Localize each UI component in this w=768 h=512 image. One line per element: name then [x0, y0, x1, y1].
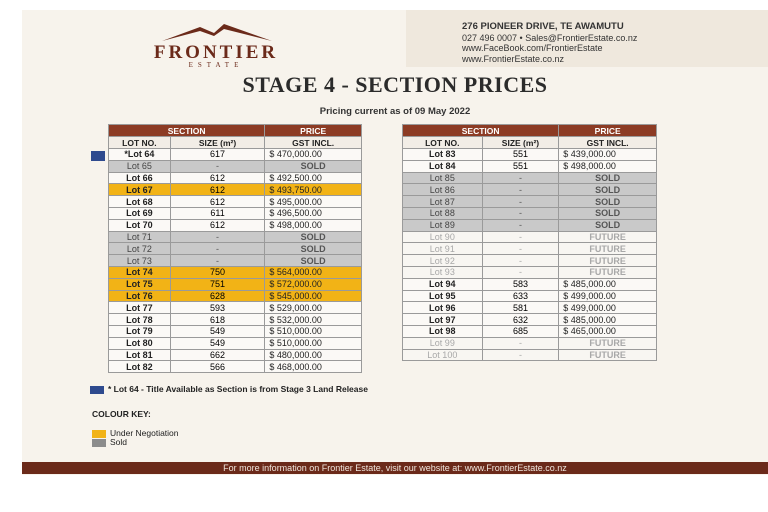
- lot-price: SOLD: [559, 196, 657, 208]
- table-row: [109, 266, 362, 278]
- table-row: [403, 231, 657, 243]
- lot-size: -: [482, 196, 559, 208]
- size-header: SIZE (m²): [482, 137, 559, 149]
- mountain-icon: [162, 24, 272, 42]
- lot-number: Lot 88: [403, 207, 483, 219]
- lot-price: FUTURE: [559, 231, 657, 243]
- lot-number: Lot 67: [109, 184, 171, 196]
- lot-number: Lot 95: [403, 290, 483, 302]
- lot-size: 618: [170, 314, 265, 326]
- key-label: Under Negotiation: [110, 428, 179, 438]
- price-table-left: [108, 124, 362, 373]
- table-row: [403, 207, 657, 219]
- lot-number: Lot 78: [109, 314, 171, 326]
- table-row: [109, 361, 362, 373]
- lot-size: 628: [170, 290, 265, 302]
- table-row: [403, 290, 657, 302]
- lot-number: Lot 77: [109, 302, 171, 314]
- lot-size: -: [482, 207, 559, 219]
- table-row: [403, 302, 657, 314]
- lot-number: Lot 79: [109, 325, 171, 337]
- lot-price: SOLD: [265, 243, 362, 255]
- lot-size: 566: [170, 361, 265, 373]
- lot-size: -: [482, 219, 559, 231]
- lot-price: $ 485,000.00: [559, 314, 657, 326]
- lot-number: Lot 76: [109, 290, 171, 302]
- gst-header: GST INCL.: [559, 137, 657, 149]
- table-row: [403, 349, 657, 361]
- table-row: [109, 255, 362, 267]
- table-row: [109, 243, 362, 255]
- section-group-header: SECTION: [403, 125, 559, 137]
- lot-size: 685: [482, 325, 559, 337]
- lot-number: Lot 86: [403, 184, 483, 196]
- lot-size: 612: [170, 219, 265, 231]
- lot-size: -: [170, 243, 265, 255]
- lot-size: -: [170, 160, 265, 172]
- lot-size: 750: [170, 266, 265, 278]
- lot-size: 632: [482, 314, 559, 326]
- table-row: [109, 219, 362, 231]
- lot-size: 612: [170, 196, 265, 208]
- lot-number: Lot 72: [109, 243, 171, 255]
- lot-size: 549: [170, 337, 265, 349]
- lot-price: $ 498,000.00: [265, 219, 362, 231]
- lot-size: -: [170, 231, 265, 243]
- table-row: [403, 219, 657, 231]
- lot-price: FUTURE: [559, 349, 657, 361]
- lot-price: $ 485,000.00: [559, 278, 657, 290]
- lot-number: Lot 69: [109, 207, 171, 219]
- footnote: [90, 384, 368, 394]
- table-row: [109, 302, 362, 314]
- lot-price: $ 529,000.00: [265, 302, 362, 314]
- lot-number: Lot 93: [403, 266, 483, 278]
- section-group-header: SECTION: [109, 125, 265, 137]
- lot-number: Lot 84: [403, 160, 483, 172]
- lot-size: -: [482, 349, 559, 361]
- lot-size: -: [170, 255, 265, 267]
- price-table-right: [402, 124, 657, 361]
- lot-number: Lot 74: [109, 266, 171, 278]
- lot-number: Lot 87: [403, 196, 483, 208]
- lot-size: 612: [170, 172, 265, 184]
- key-label: Sold: [110, 437, 128, 447]
- lot-number: Lot 100: [403, 349, 483, 361]
- lot-size: 551: [482, 149, 559, 161]
- lot-size: 581: [482, 302, 559, 314]
- lot-price: FUTURE: [559, 337, 657, 349]
- lot-size: 662: [170, 349, 265, 361]
- lot-price: $ 499,000.00: [559, 290, 657, 302]
- lot-size: -: [482, 266, 559, 278]
- lot-size: 611: [170, 207, 265, 219]
- price-group-header: PRICE: [265, 125, 362, 137]
- table-row: [403, 243, 657, 255]
- table-row: [403, 160, 657, 172]
- lot-number: Lot 83: [403, 149, 483, 161]
- table-row: [109, 278, 362, 290]
- lot-price: $ 572,000.00: [265, 278, 362, 290]
- lot-size: 617: [170, 149, 265, 161]
- page-title: STAGE 4 - SECTION PRICES: [242, 72, 548, 97]
- lot-size: -: [482, 231, 559, 243]
- footnote-marker: [90, 386, 104, 394]
- lot-size: -: [482, 243, 559, 255]
- lot-number: Lot 92: [403, 255, 483, 267]
- table-row: [403, 325, 657, 337]
- lot-number: Lot 90: [403, 231, 483, 243]
- table-row: [109, 231, 362, 243]
- lot-size: 593: [170, 302, 265, 314]
- lot-price: SOLD: [265, 231, 362, 243]
- table-row: [403, 337, 657, 349]
- lot-size: -: [482, 172, 559, 184]
- lot-size: 583: [482, 278, 559, 290]
- lot-price: FUTURE: [559, 255, 657, 267]
- lot-number: Lot 80: [109, 337, 171, 349]
- table-row: [109, 149, 362, 161]
- table-row: [403, 266, 657, 278]
- facebook-link[interactable]: www.FaceBook.com/FrontierEstate: [462, 43, 603, 53]
- size-header: SIZE (m²): [170, 137, 265, 149]
- lot-number: Lot 82: [109, 361, 171, 373]
- lot-size: 751: [170, 278, 265, 290]
- colour-key-title: COLOUR KEY:: [92, 409, 151, 419]
- lot-price: $ 492,500.00: [265, 172, 362, 184]
- lot-number: Lot 96: [403, 302, 483, 314]
- pricing-date: Pricing current as of 09 May 2022: [319, 106, 471, 117]
- website-link[interactable]: www.FrontierEstate.co.nz: [462, 53, 565, 64]
- table-row: [403, 196, 657, 208]
- lot-price: $ 439,000.00: [559, 149, 657, 161]
- lot-size: 549: [170, 325, 265, 337]
- lot-size: -: [482, 184, 559, 196]
- frontier-estate-logo: [102, 24, 330, 68]
- lot-price: $ 499,000.00: [559, 302, 657, 314]
- logo-subtitle: ESTATE: [188, 61, 244, 69]
- lot-size: 551: [482, 160, 559, 172]
- table-row: [403, 255, 657, 267]
- lot-number: Lot 91: [403, 243, 483, 255]
- table-row: [109, 337, 362, 349]
- lot-size: -: [482, 337, 559, 349]
- lot-price: FUTURE: [559, 266, 657, 278]
- table-row: [109, 207, 362, 219]
- lot-price: SOLD: [559, 219, 657, 231]
- lot-size: 633: [482, 290, 559, 302]
- logo-brand: FRONTIER: [153, 42, 279, 63]
- lot-price: $ 510,000.00: [265, 337, 362, 349]
- table-row: [403, 172, 657, 184]
- lot-price: $ 468,000.00: [265, 361, 362, 373]
- stage3-marker: [91, 151, 105, 161]
- lot-number: *Lot 64: [109, 149, 171, 161]
- lot-no-header: LOT NO.: [403, 137, 483, 149]
- table-row: [109, 349, 362, 361]
- table-row: [403, 314, 657, 326]
- table-row: [109, 196, 362, 208]
- lot-price: $ 532,000.00: [265, 314, 362, 326]
- lot-number: Lot 68: [109, 196, 171, 208]
- lot-price: $ 470,000.00: [265, 149, 362, 161]
- lot-price: $ 465,000.00: [559, 325, 657, 337]
- lot-number: Lot 94: [403, 278, 483, 290]
- table-row: [403, 149, 657, 161]
- lot-price: $ 480,000.00: [265, 349, 362, 361]
- lot-no-header: LOT NO.: [109, 137, 171, 149]
- lot-number: Lot 98: [403, 325, 483, 337]
- key-sold: [92, 437, 127, 447]
- lot-price: SOLD: [265, 160, 362, 172]
- table-row: [403, 278, 657, 290]
- lot-number: Lot 66: [109, 172, 171, 184]
- lot-price: $ 493,750.00: [265, 184, 362, 196]
- address: 276 PIONEER DRIVE, TE AWAMUTU: [462, 21, 624, 32]
- lot-price: $ 545,000.00: [265, 290, 362, 302]
- footer-banner: For more information on Frontier Estate, visit our website at: www.FrontierEstate.co.nz: [22, 462, 768, 474]
- sold-swatch: [92, 439, 106, 447]
- lot-price: $ 564,000.00: [265, 266, 362, 278]
- lot-price: SOLD: [559, 172, 657, 184]
- lot-price: $ 495,000.00: [265, 196, 362, 208]
- brochure-page: [22, 10, 768, 475]
- lot-number: Lot 81: [109, 349, 171, 361]
- table-row: [109, 325, 362, 337]
- price-group-header: PRICE: [559, 125, 657, 137]
- lot-number: Lot 89: [403, 219, 483, 231]
- lot-price: $ 496,500.00: [265, 207, 362, 219]
- lot-price: $ 510,000.00: [265, 325, 362, 337]
- table-row: [109, 184, 362, 196]
- table-row: [109, 314, 362, 326]
- lot-price: $ 498,000.00: [559, 160, 657, 172]
- contact-panel: [406, 10, 768, 67]
- lot-number: Lot 65: [109, 160, 171, 172]
- lot-number: Lot 73: [109, 255, 171, 267]
- lot-price: SOLD: [559, 207, 657, 219]
- lot-number: Lot 70: [109, 219, 171, 231]
- lot-price: SOLD: [559, 184, 657, 196]
- table-row: [109, 290, 362, 302]
- lot-price: FUTURE: [559, 243, 657, 255]
- lot-number: Lot 75: [109, 278, 171, 290]
- footnote-text: * Lot 64 - Title Available as Section is from Stage 3 Land Release: [108, 384, 368, 394]
- lot-size: -: [482, 255, 559, 267]
- lot-number: Lot 71: [109, 231, 171, 243]
- table-row: [403, 184, 657, 196]
- table-row: [109, 160, 362, 172]
- lot-number: Lot 99: [403, 337, 483, 349]
- lot-size: 612: [170, 184, 265, 196]
- phone-email: 027 496 0007 • Sales@FrontierEstate.co.nz: [462, 32, 638, 43]
- table-row: [109, 172, 362, 184]
- lot-number: Lot 97: [403, 314, 483, 326]
- lot-price: SOLD: [265, 255, 362, 267]
- gst-header: GST INCL.: [265, 137, 362, 149]
- lot-number: Lot 85: [403, 172, 483, 184]
